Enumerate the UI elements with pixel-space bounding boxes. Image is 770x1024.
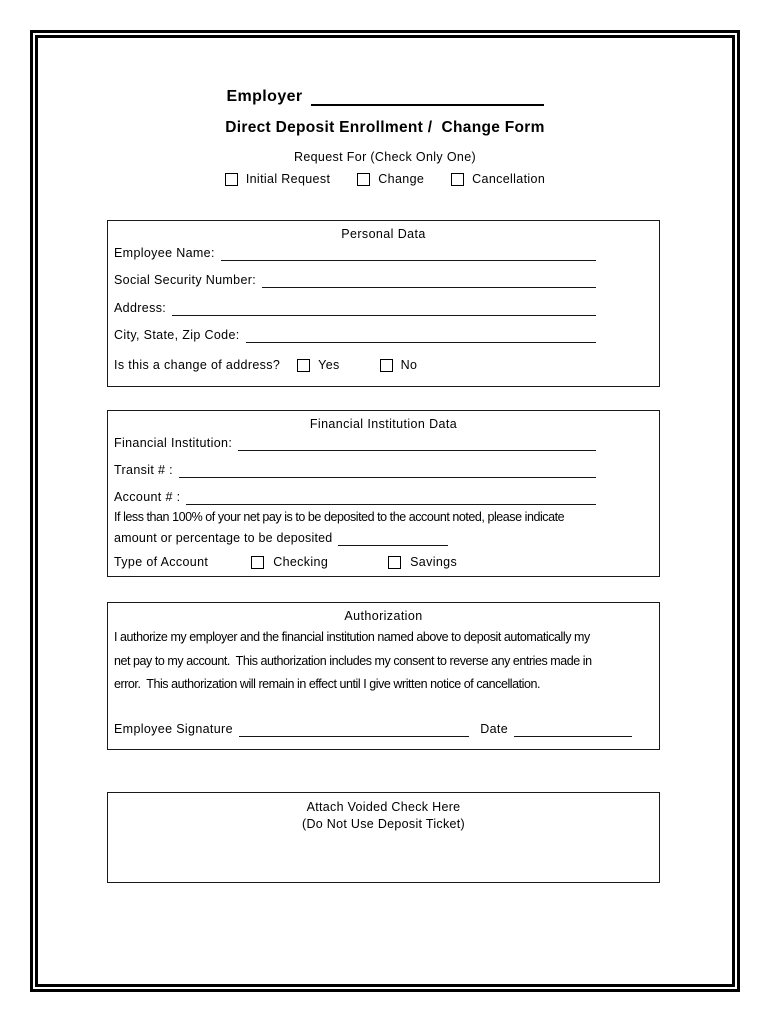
ssn-row [114,271,596,288]
address-change-no-checkbox[interactable] [380,359,393,372]
change-of-address-question: Is this a change of address? [114,358,281,372]
savings-label: Savings [410,555,458,569]
deposit-amount-line[interactable] [338,530,448,546]
ssn-label: Social Security Number: [114,273,257,287]
date-line[interactable] [514,721,632,737]
authorization-section [107,602,660,750]
type-of-account-label: Type of Account [114,555,209,569]
option-change [357,172,424,186]
address-line[interactable] [172,300,596,316]
authorization-line-3: error. This authorization will remain in effect until I give written notice of cancellation. [114,677,540,691]
account-number-label: Account # : [114,490,181,504]
cancellation-label: Cancellation [472,172,546,186]
signature-row [114,720,632,737]
voided-check-line2: (Do Not Use Deposit Ticket) [301,816,465,831]
account-number-line[interactable] [186,489,596,505]
cancellation-checkbox[interactable] [451,173,464,186]
personal-data-title: Personal Data [341,227,426,241]
authorization-paragraph [114,626,653,697]
option-cancellation [451,172,545,186]
yes-label: Yes [318,358,340,372]
employee-signature-line[interactable] [239,721,469,737]
change-of-address-row [114,358,417,372]
request-type-options [0,172,770,186]
employee-name-line[interactable] [221,245,596,261]
city-state-zip-line[interactable] [246,327,596,343]
address-row [114,299,596,316]
transit-number-line[interactable] [179,462,596,478]
employee-name-row [114,244,596,261]
request-for-subtitle: Request For (Check Only One) [293,150,477,164]
transit-number-label: Transit # : [114,463,173,477]
employee-name-label: Employee Name: [114,246,215,260]
personal-data-section [107,220,660,387]
employer-blank-line[interactable] [311,88,544,106]
voided-check-instructions [108,799,659,832]
city-state-zip-row [114,326,596,343]
financial-institution-line[interactable] [238,435,596,451]
date-label: Date [480,722,508,736]
address-label: Address: [114,301,167,315]
voided-check-section[interactable] [107,792,660,883]
account-number-row [114,488,596,505]
employer-label: Employer [226,88,303,105]
financial-institution-section [107,410,660,577]
initial-request-checkbox[interactable] [225,173,238,186]
authorization-title: Authorization [344,609,423,623]
form-title: Direct Deposit Enrollment / Change Form [225,119,545,136]
city-state-zip-label: City, State, Zip Code: [114,328,240,342]
initial-request-label: Initial Request [245,172,331,186]
employer-row [0,85,770,106]
employee-signature-label: Employee Signature [114,722,233,736]
change-checkbox[interactable] [357,173,370,186]
financial-institution-label: Financial Institution: [114,436,233,450]
partial-deposit-note-line2-row [114,529,448,546]
financial-institution-title: Financial Institution Data [309,417,458,431]
no-label: No [400,358,418,372]
voided-check-line1: Attach Voided Check Here [306,800,461,814]
checking-checkbox[interactable] [251,556,264,569]
partial-deposit-note-line2: amount or percentage to be deposited [114,531,333,545]
partial-deposit-note-line1: If less than 100% of your net pay is to be deposited to the account noted, please indicate [114,510,565,524]
ssn-line[interactable] [262,272,596,288]
type-of-account-row [114,555,457,569]
change-label: Change [378,172,425,186]
checking-label: Checking [273,555,329,569]
address-change-yes-checkbox[interactable] [297,359,310,372]
authorization-line-2: net pay to my account. This authorization includes my consent to reverse any entries made in [114,653,592,668]
authorization-line-1: I authorize my employer and the financial institution named above to deposit automatically my [114,630,590,644]
financial-institution-row [114,434,596,451]
savings-checkbox[interactable] [388,556,401,569]
transit-number-row [114,461,596,478]
option-initial-request [225,172,330,186]
